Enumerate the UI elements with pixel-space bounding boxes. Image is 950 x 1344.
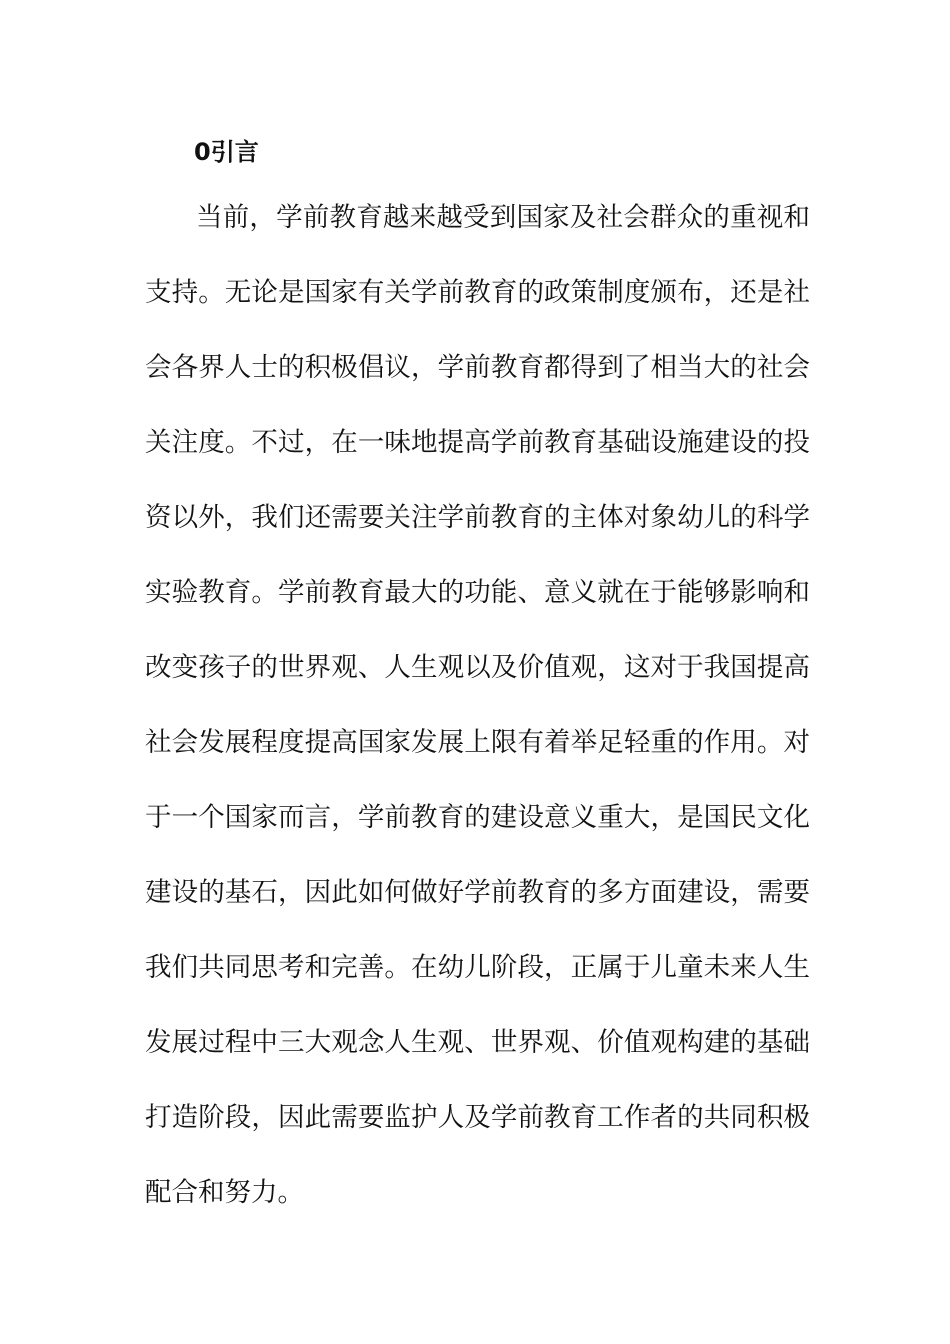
paragraph-line: 发展过程中三大观念人生观、世界观、价值观构建的基础 — [145, 1027, 810, 1058]
section-heading: 0引言 — [194, 138, 259, 166]
paragraph-line-last: 配合和努力。 — [145, 1177, 304, 1208]
paragraph-line: 改变孩子的世界观、人生观以及价值观，这对于我国提高 — [145, 652, 810, 683]
paragraph-line: 我们共同思考和完善。在幼儿阶段，正属于儿童未来人生 — [145, 952, 810, 983]
paragraph-line: 关注度。不过，在一味地提高学前教育基础设施建设的投 — [145, 427, 810, 458]
paragraph-line: 实验教育。学前教育最大的功能、意义就在于能够影响和 — [145, 577, 810, 608]
paragraph-line: 打造阶段，因此需要监护人及学前教育工作者的共同积极 — [145, 1102, 810, 1133]
paragraph-line: 当前，学前教育越来越受到国家及社会群众的重视和 — [196, 202, 810, 233]
paragraph-line: 会各界人士的积极倡议，学前教育都得到了相当大的社会 — [145, 352, 810, 383]
paragraph-line: 资以外，我们还需要关注学前教育的主体对象幼儿的科学 — [145, 502, 810, 533]
paragraph-line: 支持。无论是国家有关学前教育的政策制度颁布，还是社 — [145, 277, 810, 308]
paragraph-line: 建设的基石，因此如何做好学前教育的多方面建设，需要 — [145, 877, 810, 908]
paragraph-line: 于一个国家而言，学前教育的建设意义重大，是国民文化 — [145, 802, 810, 833]
paragraph-line: 社会发展程度提高国家发展上限有着举足轻重的作用。对 — [145, 727, 810, 758]
